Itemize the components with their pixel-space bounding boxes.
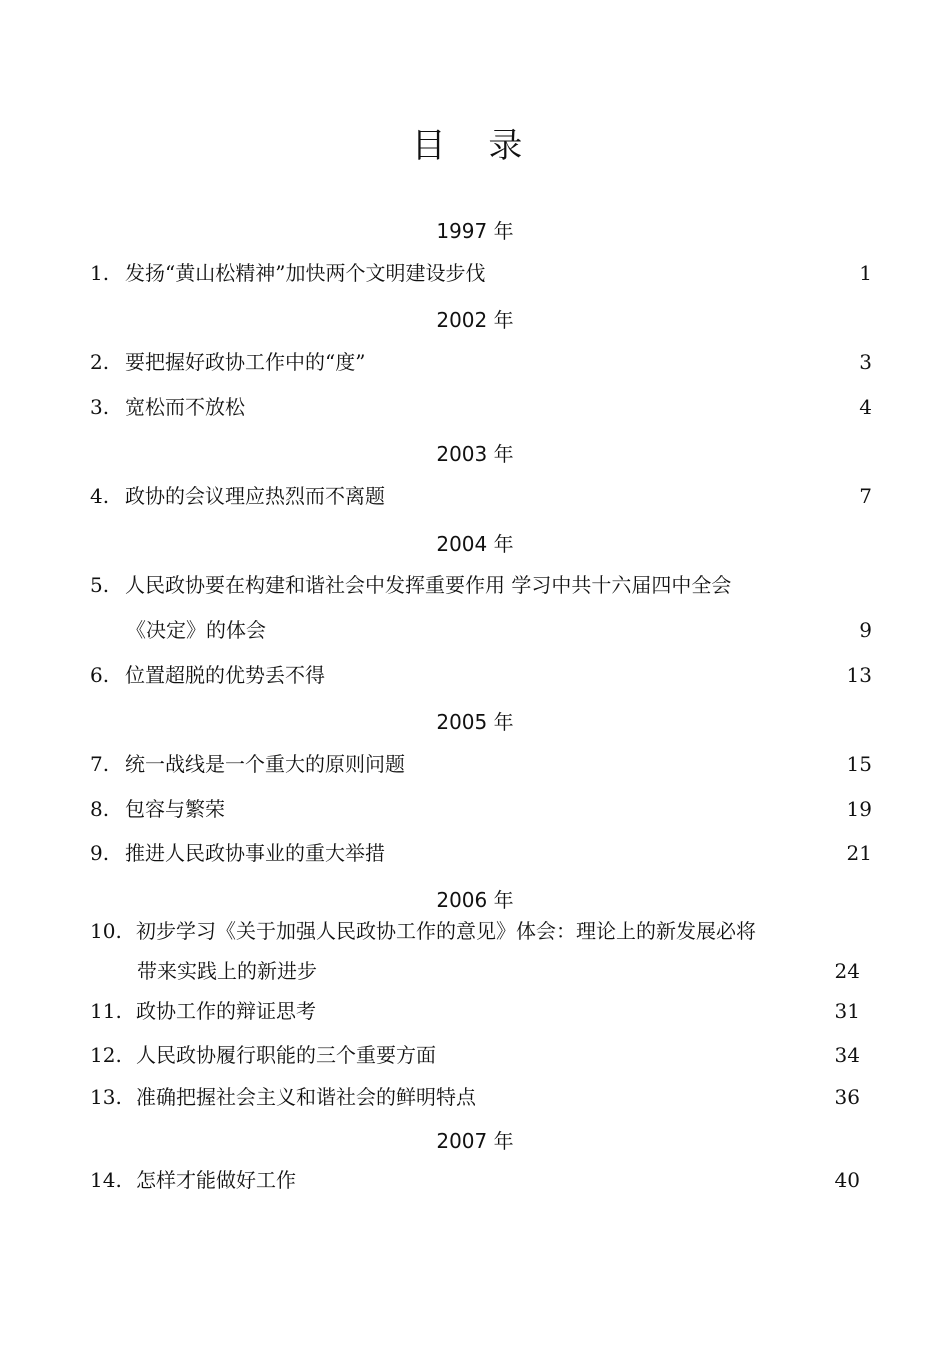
section-year-2007: 2007 年 <box>436 1129 514 1153</box>
toc-entry[interactable] <box>90 347 872 377</box>
section-year-2002: 2002 年 <box>436 308 514 332</box>
entry-page: 24 <box>834 959 860 983</box>
entry-title: 政协的会议理应热烈而不离题 <box>125 484 385 508</box>
section-year-2006: 2006 年 <box>436 888 514 912</box>
toc-entry[interactable] <box>90 570 872 600</box>
entry-page: 4 <box>859 395 872 419</box>
toc-entry[interactable] <box>90 749 872 779</box>
entry-title: 推进人民政协事业的重大举措 <box>125 841 385 865</box>
entry-title: 要把握好政协工作中的“度” <box>125 350 366 374</box>
entry-page: 7 <box>859 484 872 508</box>
entry-number: 11. <box>90 999 122 1023</box>
toc-entry[interactable] <box>90 838 872 868</box>
entry-number: 14. <box>90 1168 122 1192</box>
page-title: 目 录 <box>411 126 539 166</box>
section-year-2003: 2003 年 <box>436 442 514 466</box>
toc-entry[interactable] <box>90 996 872 1026</box>
entry-page: 34 <box>834 1043 860 1067</box>
entry-title: 宽松而不放松 <box>125 395 245 419</box>
entry-page: 9 <box>859 618 872 642</box>
toc-entry-continuation[interactable] <box>137 956 872 986</box>
entry-title: 初步学习《关于加强人民政协工作的意见》体会：理论上的新发展必将 <box>136 919 756 943</box>
entry-number: 7. <box>90 752 110 776</box>
entry-title: 怎样才能做好工作 <box>136 1168 296 1192</box>
entry-number: 10. <box>90 919 122 943</box>
toc-entry[interactable] <box>90 660 872 690</box>
entry-page: 1 <box>859 261 872 285</box>
toc-entry[interactable] <box>90 481 872 511</box>
entry-number: 4. <box>90 484 110 508</box>
section-year-2004: 2004 年 <box>436 532 514 556</box>
entry-page: 36 <box>834 1085 860 1109</box>
entry-number: 12. <box>90 1043 122 1067</box>
entry-number: 3. <box>90 395 110 419</box>
entry-title: 发扬“黄山松精神”加快两个文明建设步伐 <box>125 261 486 285</box>
toc-entry[interactable] <box>90 794 872 824</box>
entry-title: 准确把握社会主义和谐社会的鲜明特点 <box>136 1085 476 1109</box>
section-year-1997: 1997 年 <box>436 219 514 243</box>
section-year-2005: 2005 年 <box>436 710 514 734</box>
toc-entry[interactable] <box>90 916 872 946</box>
toc-entry-continuation[interactable] <box>126 615 872 645</box>
entry-number: 1. <box>90 261 110 285</box>
entry-page: 31 <box>834 999 860 1023</box>
entry-page: 15 <box>846 752 872 776</box>
toc-entry[interactable] <box>90 1082 872 1112</box>
entry-title: 统一战线是一个重大的原则问题 <box>125 752 405 776</box>
entry-title: 位置超脱的优势丢不得 <box>125 663 325 687</box>
toc-entry[interactable] <box>90 1040 872 1070</box>
entry-page: 40 <box>834 1168 860 1192</box>
entry-title-continued: 带来实践上的新进步 <box>137 959 317 983</box>
entry-title: 政协工作的辩证思考 <box>136 999 316 1023</box>
toc-entry[interactable] <box>90 392 872 422</box>
entry-title: 人民政协履行职能的三个重要方面 <box>136 1043 436 1067</box>
toc-entry[interactable] <box>90 258 872 288</box>
entry-number: 2. <box>90 350 110 374</box>
entry-page: 13 <box>846 663 872 687</box>
entry-page: 21 <box>846 841 872 865</box>
entry-number: 9. <box>90 841 110 865</box>
entry-number: 5. <box>90 573 110 597</box>
entry-title: 人民政协要在构建和谐社会中发挥重要作用 学习中共十六届四中全会 <box>125 573 732 597</box>
entry-number: 8. <box>90 797 110 821</box>
entry-title-continued: 《决定》的体会 <box>126 618 266 642</box>
entry-title: 包容与繁荣 <box>125 797 225 821</box>
entry-page: 3 <box>859 350 872 374</box>
entry-number: 13. <box>90 1085 122 1109</box>
entry-page: 19 <box>846 797 872 821</box>
toc-entry[interactable] <box>90 1165 872 1195</box>
entry-number: 6. <box>90 663 110 687</box>
